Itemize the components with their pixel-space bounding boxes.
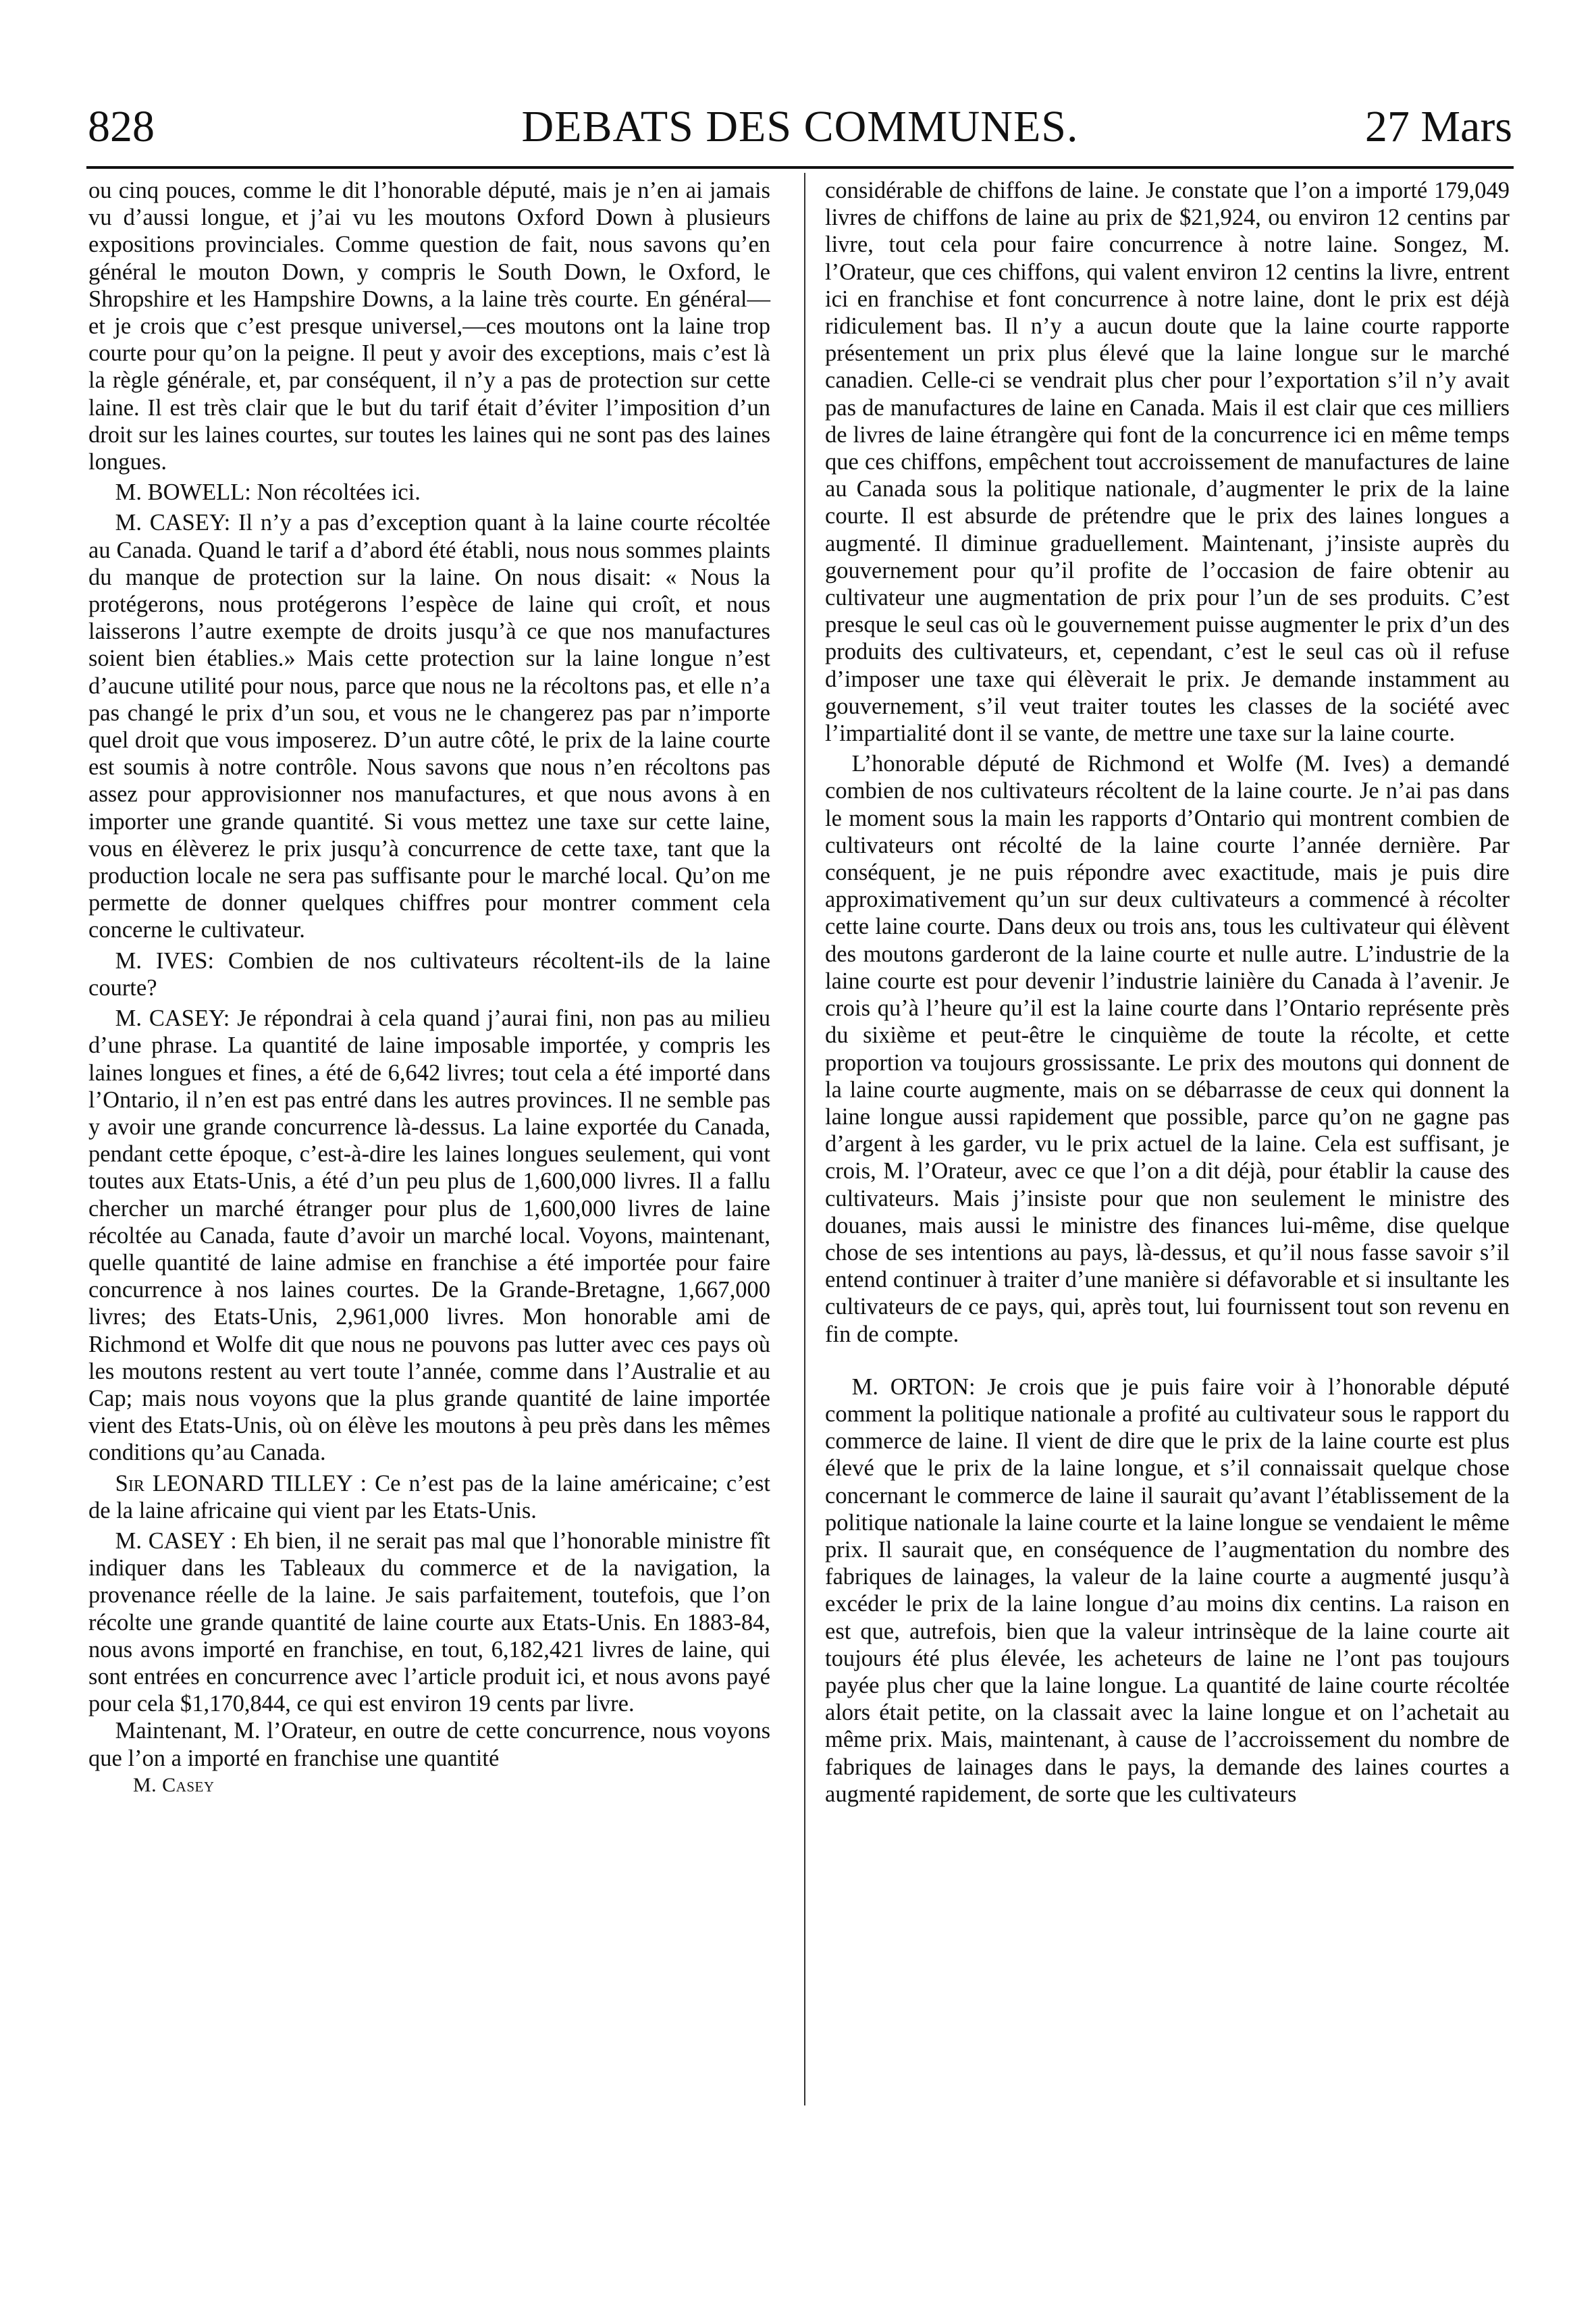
speech-paragraph <box>88 1527 770 1717</box>
running-header <box>88 100 1512 154</box>
speaker-name: M. CASEY: <box>115 1005 230 1032</box>
speech-paragraph <box>88 509 770 943</box>
speech-paragraph <box>825 1373 1510 1808</box>
speech-paragraph <box>88 1470 770 1524</box>
speaker-name: M. CASEY : <box>115 1527 237 1554</box>
paragraph: considérable de chiffons de laine. Je constate que l’on a importé 179,049 livres de chiffons de laine au prix de $21,924, ou environ 12 centins par livre, tout cela pour faire concurrence à notre laine. Songez, M. l’Orateur, que ces chiffons, qui valent environ 12 centins la livre, entrent ici en franchise et font concurrence à notre laine, dont le prix est déjà ridiculement bas. Il n’y a aucun doute que la laine courte rapporte présentement un prix plus élevé que la laine longue sur le marché canadien. Celle-ci se vendrait plus cher pour l’exportation s’il n’y avait pas de manufactures de laine en Canada. Mais il est clair que ces milliers de livres de laine étrangère qui font de la concurrence ici en même temps que ces chiffons, empêchent tout accroissement de manufactures de laine au Canada sous la politique nationale, d’augmenter le prix de la laine courte. Il est absurde de prétendre que le prix des laines longues a augmenté. Il diminue graduellement. Maintenant, j’insiste auprès du gouvernement pour qu’il profite de l’occasion de faire obtenir au cultivateur une augmentation de prix pour l’un de ses produits. C’est presque le seul cas où le gouvernement puisse augmenter le prix d’un des produits des cultivateurs, et, cependant, c’est le seul cas où il refuse d’imposer une taxe qui élèverait le prix. Je demande instamment au gouvernement, s’il veut traiter toutes les classes de la société avec l’impartialité dont il se vante, de mettre une taxe sur la laine courte. <box>825 178 1510 747</box>
speech-text: Eh bien, il ne serait pas mal que l’honorable ministre fît indiquer dans les Tableaux du commerce et de la navigation, la provenance réelle de la laine. Je sais parfaitement, toutefois, que l’on récolte une grande quantité de laine courte aux Etats-Unis. En 1883-84, nous avons importé en franchise, en tout, 6,182,421 livres de laine, qui sont entrées en concurrence avec l’article produit ici, et nous avons payé pour cela $1,170,844, ce qui est environ 19 cents par livre. <box>88 1527 771 1717</box>
header-rule <box>86 166 1514 169</box>
speech-text: Ce n’est pas de la laine américaine; c’est de la laine africaine qui vient par les Etats-Unis. <box>88 1470 771 1523</box>
speech-text: Je crois que je puis faire voir à l’honorable député comment la politique nationale a profité au cultivateur sous le rapport du commerce de laine. Il vient de dire que le prix de la laine courte est plus élevé que le prix de la laine longue, et s’il connaissait quelque chose concernant le commerce de laine il saurait qu’avant l’établissement de la politique nationale la laine courte et la laine longue se vendaient le même prix. Il saurait que, en conséquence de l’augmentation du nombre des fabriques de lainages, la valeur de la laine courte a augmenté jusqu’à excéder le prix de la laine longue d’au moins dix centins. La raison en est que, autrefois, bien que la valeur intrinsèque de la laine courte ait toujours été plus élevée, les acheteurs de laine ne l’ont pas toujours payée plus cher que la laine longue. La quantité de laine courte récoltée alors était petite, on la classait avec la laine longue et on l’achetait au même prix. Mais, maintenant, à cause de l’accroissement du nombre de fabriques de lainages dans le pays, la demande des laines courtes a augmenté rapidement, de sorte que les cultivateurs <box>825 1373 1510 1807</box>
speech-paragraph <box>88 479 770 506</box>
paragraph: L’honorable député de Richmond et Wolfe (M. Ives) a demandé combien de nos cultivateurs récoltent de la laine courte. Je n’ai pas dans le moment sous la main les rapports d’Ontario qui montrent combien de cultivateurs ont récolté de la laine courte l’année dernière. Par conséquent, je ne puis répondre avec exactitude, mais je puis dire approximativement qu’un sur deux cultivateurs a commencé à récolter cette laine courte. Dans deux ou trois ans, tous les cultivateur qui élèvent des moutons garderont de la laine courte et nulle autre. L’industrie de la laine courte est pour devenir l’industrie lainière du Canada à l’avenir. Je crois qu’à l’heure qu’il est la laine courte dans l’Ontario représente près du sixième et peut-être le cinquième de toute la récolte, et cette proportion va toujours grossissante. Le prix des moutons qui donnent de la laine courte augmente, mais on se débarrasse de ceux qui donnent la laine longue aussi rapidement que possible, parce qu’on ne gagne pas d’argent à les garder, vu le prix actuel de la laine. Cela est suffisant, je crois, M. l’Orateur, avec ce que l’on a dit déjà, pour établir la cause des cultivateurs. Mais j’insiste pour que non seulement le ministre des douanes, mais aussi le ministre des finances lui-même, dise quelque chose de ses intentions au pays, là-dessus, et qu’il nous fasse savoir s’il entend continuer à traiter d’une manière si défavorable et si insultante les cultivateurs de ce pays, qui, après tout, lui fournissent tout son revenu en fin de compte. <box>825 751 1510 1347</box>
paragraph: ou cinq pouces, comme le dit l’honorable député, mais je n’en ai jamais vu d’aussi longue, et j’ai vu les moutons Oxford Down à plusieurs expositions provinciales. Comme question de fait, nous savons qu’en général le mouton Down, y compris le South Down, le Oxford, le Shropshire et les Hampshire Downs, a la laine très courte. En général—et je crois que c’est presque universel,—ces moutons ont la laine trop courte pour qu’on la peigne. Il peut y avoir des exceptions, mais c’est là la règle générale, et, par conséquent, il n’y a pas de protection sur cette laine. Il est très clair que le but du tarif était d’éviter l’imposition d’un droit sur les laines courtes, sur toutes les laines qui ne sont pas des laines longues. <box>88 178 770 475</box>
speaker-name: M. IVES: <box>115 947 215 974</box>
speaker-name: M. BOWELL: <box>115 479 251 506</box>
speech-paragraph <box>88 947 770 1001</box>
page-title: DEBATS DES COMMUNES. <box>521 102 1079 151</box>
right-column <box>825 177 1510 1808</box>
speech-text: Il n’y a pas d’exception quant à la laine courte récoltée au Canada. Quand le tarif a d’abord été établi, nous nous sommes plaints du manque de protection sur la laine. On nous disait: « Nous la protégerons, nous protégerons l’espèce de laine qui croît, et nous laisserons l’autre exempte de droits jusqu’à ce que nos manufactures soient bien établies.» Mais cette protection sur la laine longue n’est d’aucune utilité pour nous, parce que nous ne la récoltons pas, et elle n’a pas changé le prix d’un sou, et vous ne le changerez pas par n’importe quel droit que vous imposerez. D’un autre côté, le prix de la laine courte est soumis à notre contrôle. Nous savons que nous n’en récoltons pas assez pour approvisionner nos manufactures, et que nous avons à en importer une grande quantité. Si vous mettez une taxe sur cette laine, vous en élèverez le prix jusqu’à concurrence de cette taxe, tant que la production locale ne sera pas suffisante pour le marché local. Qu’on me permette de donner quelques chiffres pour montrer comment cela concerne le cultivateur. <box>88 510 770 943</box>
speech-paragraph <box>88 1005 770 1466</box>
speaker-name: M. CASEY: <box>115 510 231 536</box>
paragraph: Maintenant, M. l’Orateur, en outre de cette concurrence, nous voyons que l’on a importé en franchise une quantité <box>88 1718 770 1771</box>
speaker-signature: M. Casey <box>133 1773 215 1796</box>
speech-text: Je répondrai à cela quand j’aurai fini, non pas au milieu d’une phrase. La quantité de laine imposable importée, y compris les laines longues et fines, a été de 6,642 livres; tout cela a été importé dans l’Ontario, il n’en est pas entré dans les autres provinces. Il ne semble pas y avoir une grande concurrence là-dessus. La laine exportée du Canada, pendant cette époque, c’est-à-dire les laines longues seulement, qui vont toutes aux Etats-Unis, a été d’un peu plus de 1,600,000 livres. Il a fallu chercher un marché étranger pour plus de 1,600,000 livres de laine récoltée au Canada, faute d’avoir un marché local. Voyons, maintenant, quelle quantité de laine admise en franchise a été importée pour faire concurrence à nos laines courtes. De la Grande-Bretagne, 1,667,000 livres; des Etats-Unis, 2,961,000 livres. Mon honorable ami de Richmond et Wolfe dit que nous ne pouvons pas lutter avec ces pays où les moutons restent au vert toute l’année, comme dans l’Australie et au Cap; mais nous voyons que la plus grande quantité de laine importée vient des Etats-Unis, où on élève les moutons à peu près dans les mêmes conditions qu’au Canada. <box>88 1005 771 1466</box>
header-date: 27 Mars <box>1364 102 1512 151</box>
speaker-name: Sir LEONARD TILLEY : <box>115 1470 367 1496</box>
speech-text: Non récoltées ici. <box>250 479 421 506</box>
column-divider <box>804 173 805 2105</box>
speaker-name: M. ORTON: <box>851 1373 976 1400</box>
left-column <box>88 177 770 1799</box>
speech-text: Combien de nos cultivateurs récoltent-ils de la laine courte? <box>88 947 771 1001</box>
page-number: 828 <box>88 102 155 151</box>
